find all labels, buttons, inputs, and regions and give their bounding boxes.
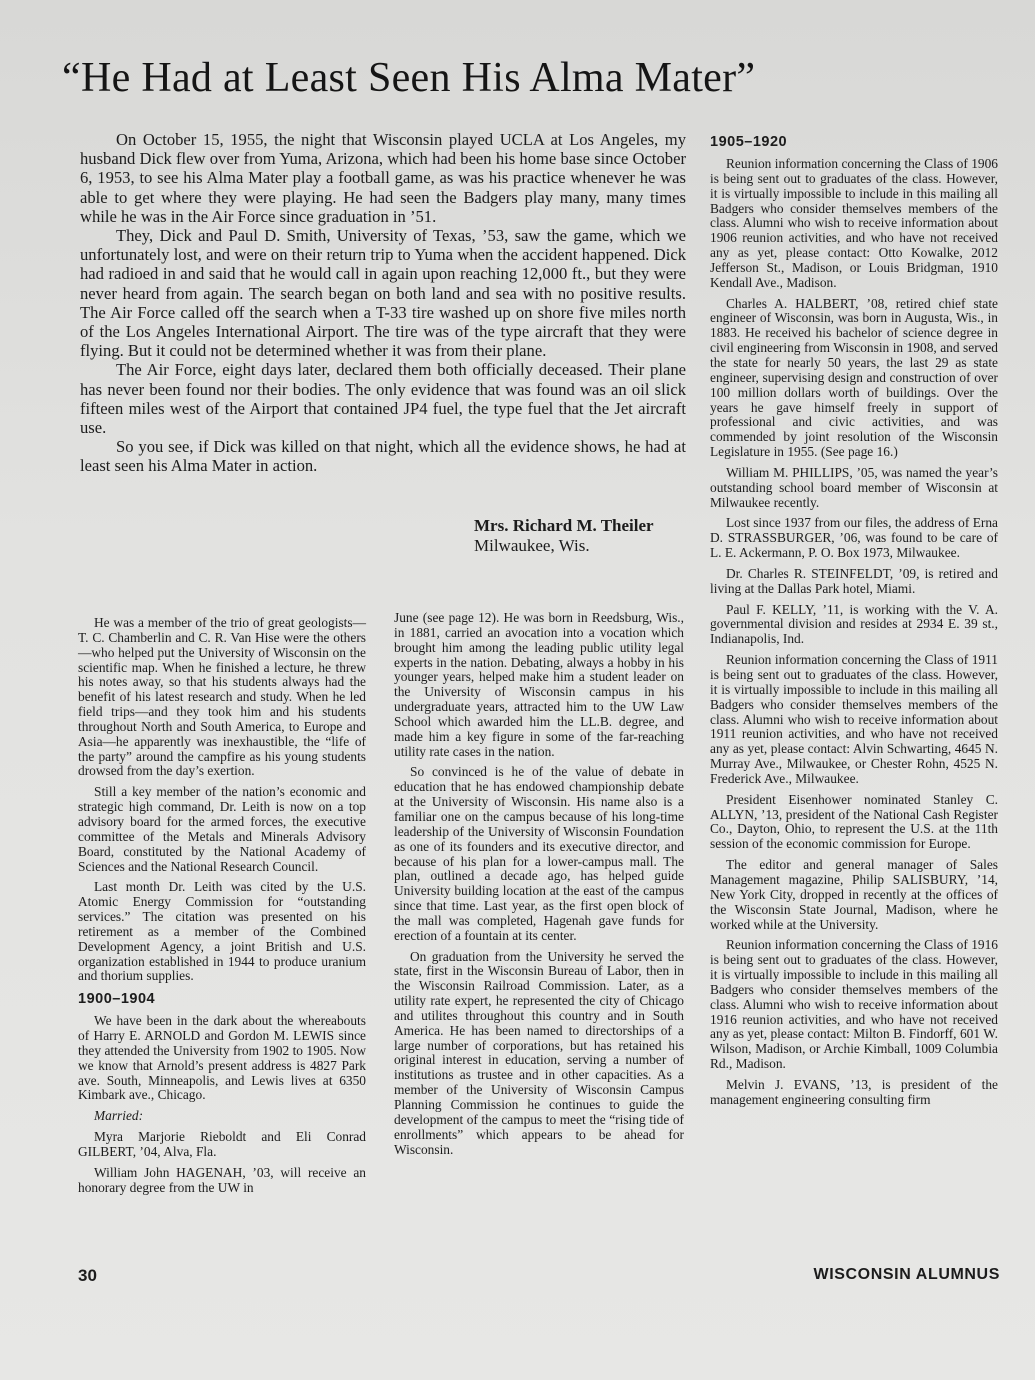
letter-paragraph: The Air Force, eight days later, declared them both officially deceased. Their plane has never been found nor their bodies. The only evidence that was found was an oil slick fifteen miles west of the Airport that contained JP4 fuel, the type fuel that the Jet aircraft use. — [80, 360, 686, 438]
letter-paragraph: So you see, if Dick was killed on that night, which all the evidence shows, he had at least seen his Alma Mater in action. — [80, 437, 686, 476]
column-paragraph: June (see page 12). He was born in Reedsburg, Wis., in 1881, carried an avocation into a vocation which brought him among the leading public utility legal experts in the nation. Debating, always a hobby in his younger years, helped make him a student leader on the University of Wisconsin campus in his undergraduate years, attracted him to the UW Law School which awarded him the LL.B. degree, and made him a key figure in some of the far-reaching utility rate cases in the nation. — [394, 610, 684, 759]
section-heading-1900-1904: 1900–1904 — [78, 991, 156, 1008]
column-paragraph: President Eisenhower nominated Stanley C. ALLYN, ’13, president of the National Cash Register Co., Dayton, Ohio, to represent the U.S. at the 11th session of the economic commission for Europe. — [710, 791, 998, 852]
column-left — [78, 616, 366, 1202]
column-paragraph: Reunion information concerning the Class of 1911 is being sent out to graduates of the class. However, it is virtually impossible to include in this mailing all Badgers who consider themselves members of the class. Alumni who wish to receive information about 1911 reunion activities, and who have not received any as yet, please contact: Alvin Schwarting, 4645 N. Murray Ave., Milwaukee, or Chester Rohn, 4525 N. Frederick Ave., Milwaukee. — [710, 652, 998, 786]
column-middle — [394, 611, 684, 1163]
column-paragraph: Charles A. HALBERT, ’08, retired chief state engineer of Wisconsin, was born in Augusta, Wis., in 1883. He received his bachelor of science degree in civil engineering from Wisconsin in 1908, and served the state for nearly 50 years, the last 29 as state engineer, supervising design and construction of over 100 million dollars worth of buildings. Over the years he gave himself freely in support of professional and civic activities, and was commended by joint resolution of the Wisconsin Legislature in 1955. (See page 16.) — [710, 295, 998, 460]
column-paragraph: William M. PHILLIPS, ’05, was named the year’s outstanding school board member of Wisconsin at Milwaukee recently. — [710, 464, 998, 510]
column-paragraph: Still a key member of the nation’s economic and strategic high command, Dr. Leith is now on a top advisory board for the armed forces, the executive committee of the Metals and Minerals Advisory Board, constituted by the National Academy of Sciences and the National Research Council. — [78, 784, 366, 874]
married-label: Married: — [94, 1108, 144, 1124]
column-paragraph: Lost since 1937 from our files, the address of Erna D. STRASSBURGER, ’06, was found to be care of L. E. Ackermann, P. O. Box 1973, Milwaukee. — [710, 515, 998, 561]
letter-paragraph: They, Dick and Paul D. Smith, University of Texas, ’53, saw the game, which we unfortunately lost, and were on their return trip to Yuma when the accident happened. Dick had radioed in and said that he would call in again upon reaching 12,000 ft., but they were never heard from again. The search began on both land and sea with no positive results. The Air Force called off the search when a T-33 tire washed up on shore five miles north of the Los Angeles International Airport. The tire was of the type aircraft that they were flying. But it could not be determined whether it was from their plane. — [80, 226, 686, 361]
letter-paragraph: On October 15, 1955, the night that Wisconsin played UCLA at Los Angeles, my husband Dick flew over from Yuma, Arizona, which had been his home base since October 6, 1953, to see his Alma Mater play a football game, as was his practice whenever he was able to get where they were playing. He had seen the Badgers play many, many times while he was in the Air Force since graduation in ’51. — [80, 130, 686, 226]
column-paragraph: On graduation from the University he served the state, first in the Wisconsin Bureau of Labor, then in the Wisconsin Railroad Commission. Later, as a utility rate expert, he represented the city of Chicago and utilites throughout this country and in South America. He has been named to directorships of a large number of corporations, but has retained his original interest in education, serving a number of institutions as trustee and in other capacities. As a member of the University of Wisconsin Campus Planning Commission he continues to guide the development of the campus to meet the “rising tide of enrollments” which appears to be ahead for Wisconsin. — [394, 948, 684, 1157]
letter-signature — [474, 516, 694, 556]
column-right — [710, 133, 998, 1114]
column-paragraph: We have been in the dark about the whereabouts of Harry E. ARNOLD and Gordon M. LEWIS since they attended the University from 1902 to 1905. Now we know that Arnold’s present address is 4827 Park ave. South, Minneapolis, and Lewis lives at 6350 Kimbark ave., Chicago. — [78, 1013, 366, 1103]
section-heading-1905-1920: 1905–1920 — [710, 134, 788, 150]
column-paragraph: Dr. Charles R. STEINFELDT, ’09, is retired and living at the Dallas Park hotel, Miami. — [710, 565, 998, 596]
signature-place: Milwaukee, Wis. — [474, 536, 590, 555]
column-paragraph: Reunion information concerning the Class of 1906 is being sent out to graduates of the class. However, it is virtually impossible to include in this mailing all Badgers who consider themselves members of the class. Alumni who wish to receive information about 1906 reunion activities, and who have not received any as yet, please contact: Otto Kowalke, 2012 Jefferson St., Madison, or Louis Bridgman, 1910 Kendall Ave., Madison. — [710, 156, 998, 290]
letter-body — [80, 130, 686, 476]
article-title: “He Had at Least Seen His Alma Mater” — [62, 55, 756, 101]
column-paragraph: The editor and general manager of Sales Management magazine, Philip SALISBURY, ’14, New York City, dropped in recently at the offices of the Wisconsin State Journal, Madison, where he worked while at the University. — [710, 857, 998, 932]
column-paragraph: Reunion information concerning the Class of 1916 is being sent out to graduates of the class. However, it is virtually impossible to include in this mailing all Badgers who consider themselves members of the class. Alumni who wish to receive information about 1916 reunion activities, and who have not received any as yet, please contact: Milton B. Findorff, 601 W. Wilson, Madison, or Archie Kimball, 1009 Columbia Rd., Madison. — [710, 937, 998, 1072]
column-paragraph: Myra Marjorie Rieboldt and Eli Conrad GILBERT, ’04, Alva, Fla. — [78, 1129, 366, 1159]
publication-name: WISCONSIN ALUMNUS — [813, 1266, 1000, 1283]
column-paragraph: Melvin J. EVANS, ’13, is president of the management engineering consulting firm — [710, 1076, 998, 1107]
column-paragraph: He was a member of the trio of great geologists—T. C. Chamberlin and C. R. Van Hise were the others—who helped put the University of Wisconsin on the scientific map. When he finished a lecture, he threw his notes away, so that his students always had the benefit of his latest research and study. When he led field trips—and they took him and his students throughout North and South America, to Europe and Asia—he apparently was inexhaustible, the “life of the party” around the campfire as his young students drowsed from the day’s exertion. — [78, 615, 366, 779]
column-paragraph: So convinced is he of the value of debate in education that he has endowed championship debate at the University of Wisconsin. His name also is a familiar one on the campus because of his long-time leadership of the University of Wisconsin Foundation as one of its founders and its executive director, and because of his plan for a lower-campus mall. The plan, outlined a decade ago, has helped guide University building location at the east of the campus since that time. Last year, as the first open block of the mall was completed, Hagenah gave funds for erection of a fountain at its center. — [394, 764, 684, 943]
column-paragraph: Paul F. KELLY, ’11, is working with the V. A. governmental division and resides at 2934 E. 39 st., Indianapolis, Ind. — [710, 601, 998, 647]
column-paragraph: Last month Dr. Leith was cited by the U.S. Atomic Energy Commission for “outstanding services.” The citation was presented on his retirement as a member of the Combined Development Agency, a joint British and U.S. organization established in 1944 to produce uranium and thorium supplies. — [78, 879, 366, 984]
page-number: 30 — [78, 1266, 97, 1285]
signature-name: Mrs. Richard M. Theiler — [474, 516, 654, 535]
column-paragraph: William John HAGENAH, ’03, will receive an honorary degree from the UW in — [78, 1164, 366, 1195]
